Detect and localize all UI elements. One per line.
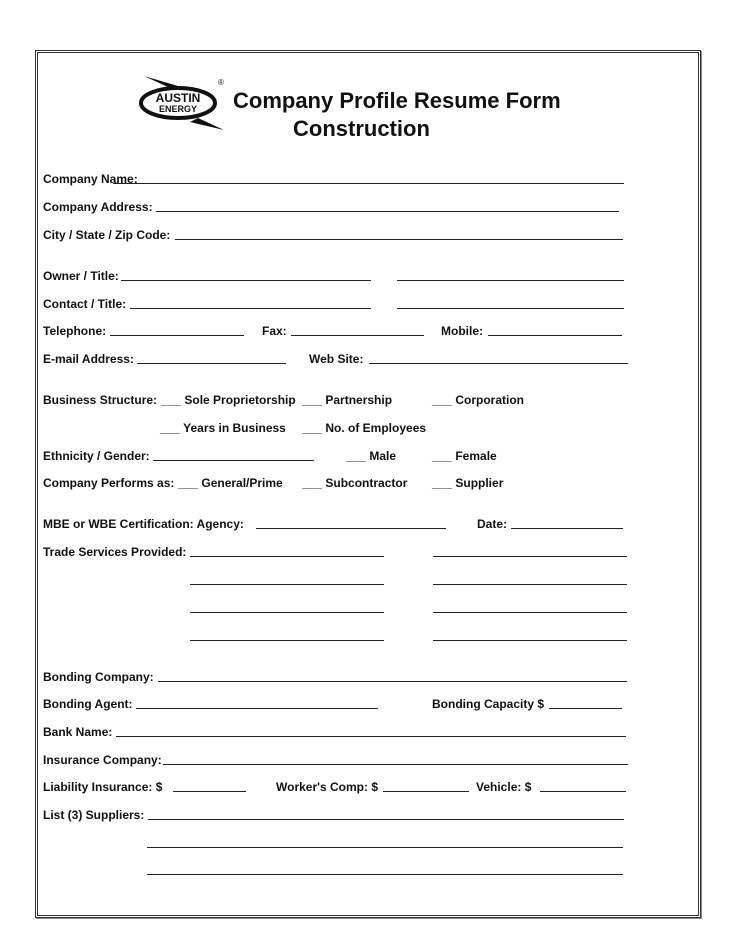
contact-name-field[interactable] [130, 308, 371, 309]
bonding-capacity-label: Bonding Capacity $ [432, 697, 545, 711]
supplier-field[interactable] [148, 819, 624, 820]
bonding-agent-label: Bonding Agent: [43, 697, 133, 711]
bonding-company-field[interactable] [158, 681, 627, 682]
bonding-capacity-field[interactable] [549, 708, 622, 709]
telephone-field[interactable] [110, 335, 244, 336]
subcontractor-option[interactable]: ___ Subcontractor [302, 476, 408, 490]
workers-comp-field[interactable] [383, 791, 469, 792]
years-in-business-field[interactable]: ___ Years in Business [160, 421, 286, 435]
vehicle-field[interactable] [540, 791, 626, 792]
certification-agency-field[interactable] [256, 528, 446, 529]
logo-text-top: AUSTIN [155, 91, 201, 105]
owner-name-field[interactable] [121, 280, 371, 281]
suppliers-label: List (3) Suppliers: [43, 808, 145, 822]
certification-agency-label: MBE or WBE Certification: Agency: [43, 517, 244, 531]
ethnicity-field[interactable] [153, 460, 314, 461]
trade-service-field[interactable] [433, 612, 627, 613]
mobile-field[interactable] [488, 335, 622, 336]
website-field[interactable] [369, 363, 628, 364]
company-address-field[interactable] [156, 211, 619, 212]
male-option[interactable]: ___ Male [346, 449, 397, 463]
corporation-option[interactable]: ___ Corporation [432, 393, 525, 407]
liability-insurance-field[interactable] [173, 791, 246, 792]
bonding-company-label: Bonding Company: [43, 670, 154, 684]
supplier-field[interactable] [147, 847, 623, 848]
bank-name-label: Bank Name: [43, 725, 113, 739]
company-name-label: Company Name: [43, 172, 138, 186]
business-structure-label: Business Structure: [43, 393, 158, 407]
performs-as-label: Company Performs as: [43, 476, 175, 490]
mobile-label: Mobile: [441, 324, 483, 338]
website-label: Web Site: [309, 352, 364, 366]
company-address-label: Company Address: [43, 200, 153, 214]
telephone-label: Telephone: [43, 324, 107, 338]
trade-service-field[interactable] [190, 584, 384, 585]
company-name-field[interactable] [113, 183, 624, 184]
email-label: E-mail Address: [43, 352, 134, 366]
certification-date-field[interactable] [511, 528, 623, 529]
certification-date-label: Date: [477, 517, 508, 531]
owner-title-label: Owner / Title: [43, 269, 119, 283]
trade-service-field[interactable] [433, 556, 627, 557]
trade-service-field[interactable] [433, 640, 627, 641]
fax-field[interactable] [291, 335, 424, 336]
bank-name-field[interactable] [116, 736, 626, 737]
logo-text-bottom: ENERGY [158, 104, 198, 114]
workers-comp-label: Worker's Comp: $ [276, 780, 378, 794]
trade-service-field[interactable] [190, 612, 384, 613]
fax-label: Fax: [262, 324, 287, 338]
registered-mark: ® [218, 78, 224, 87]
trade-service-field[interactable] [190, 640, 384, 641]
trade-service-field[interactable] [190, 556, 384, 557]
city-state-zip-field[interactable] [175, 239, 623, 240]
city-state-zip-label: City / State / Zip Code: [43, 228, 171, 242]
trade-service-field[interactable] [433, 584, 627, 585]
vehicle-label: Vehicle: $ [476, 780, 532, 794]
contact-title-field[interactable] [397, 308, 624, 309]
liability-insurance-label: Liability Insurance: $ [43, 780, 163, 794]
no-of-employees-field[interactable]: ___ No. of Employees [302, 421, 427, 435]
bonding-agent-field[interactable] [136, 708, 378, 709]
female-option[interactable]: ___ Female [432, 449, 497, 463]
owner-title-field[interactable] [397, 280, 624, 281]
form-subtitle: Construction [293, 116, 430, 141]
supplier-option[interactable]: ___ Supplier [432, 476, 504, 490]
email-field[interactable] [137, 363, 286, 364]
form-title: Company Profile Resume Form [233, 88, 561, 113]
trade-services-label: Trade Services Provided: [43, 545, 187, 559]
austin-energy-logo [138, 74, 230, 132]
ethnicity-gender-label: Ethnicity / Gender: [43, 449, 150, 463]
general-prime-option[interactable]: ___ General/Prime [178, 476, 283, 490]
supplier-field[interactable] [147, 874, 623, 875]
sole-proprietorship-option[interactable]: ___ Sole Proprietorship [161, 393, 296, 407]
insurance-company-label: Insurance Company: [43, 753, 162, 767]
insurance-company-field[interactable] [163, 764, 628, 765]
partnership-option[interactable]: ___ Partnership [302, 393, 393, 407]
contact-title-label: Contact / Title: [43, 297, 127, 311]
